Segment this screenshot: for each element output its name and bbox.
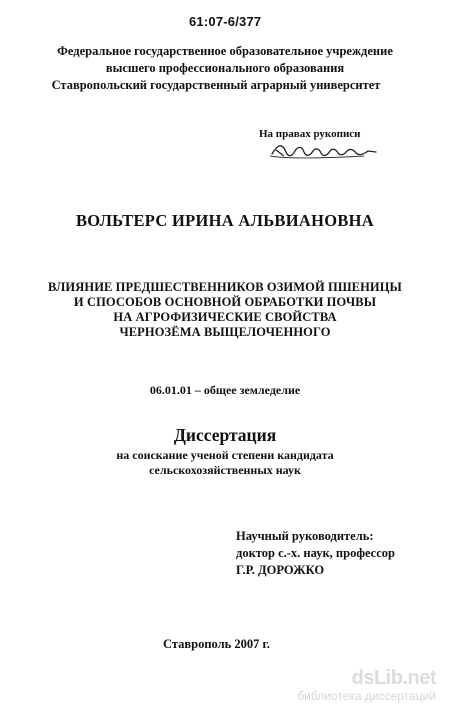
degree-block [0, 448, 450, 478]
dissertation-heading: Диссертация [173, 425, 277, 445]
dissertation-title [0, 280, 450, 340]
signature-icon [268, 140, 380, 162]
institution-block [0, 43, 450, 94]
watermark-logo: dsLib.net [351, 667, 436, 689]
advisor-label: Научный руководитель: [236, 529, 374, 543]
degree-line: сельскохозяйственных наук [149, 463, 301, 477]
specialty-code: 06.01.01 – общее земледелие [149, 383, 301, 397]
title-line: И СПОСОБОВ ОСНОВНОЙ ОБРАБОТКИ ПОЧВЫ [73, 295, 377, 309]
title-line: НА АГРОФИЗИЧЕСКИЕ СВОЙСТВА [113, 310, 337, 324]
institution-line: высшего профессионального образования [105, 61, 345, 75]
advisor-degree: доктор с.-х. наук, профессор [236, 546, 395, 560]
catalog-code: 61:07-6/377 [189, 14, 262, 29]
signature-image [268, 140, 380, 167]
watermark-subtitle: библиотека диссертаций [297, 689, 436, 703]
degree-line: на соискание ученой степени кандидата [116, 448, 334, 462]
author-name: ВОЛЬТЕРС ИРИНА АЛЬВИАНОВНА [75, 211, 375, 230]
institution-line: Ставропольский государственный аграрный университет [51, 78, 381, 92]
title-line: ВЛИЯНИЕ ПРЕДШЕСТВЕННИКОВ ОЗИМОЙ ПШЕНИЦЫ [48, 280, 402, 294]
title-line: ЧЕРНОЗЁМА ВЫЩЕЛОЧЕННОГО [119, 325, 331, 339]
advisor-name: Г.Р. ДОРОЖКО [236, 563, 325, 577]
manuscript-rights-label: На правах рукописи [259, 128, 361, 140]
institution-line: Федеральное государственное образовательное учреждение [57, 44, 393, 58]
city-year: Ставрополь 2007 г. [163, 637, 270, 651]
watermark [297, 668, 436, 704]
